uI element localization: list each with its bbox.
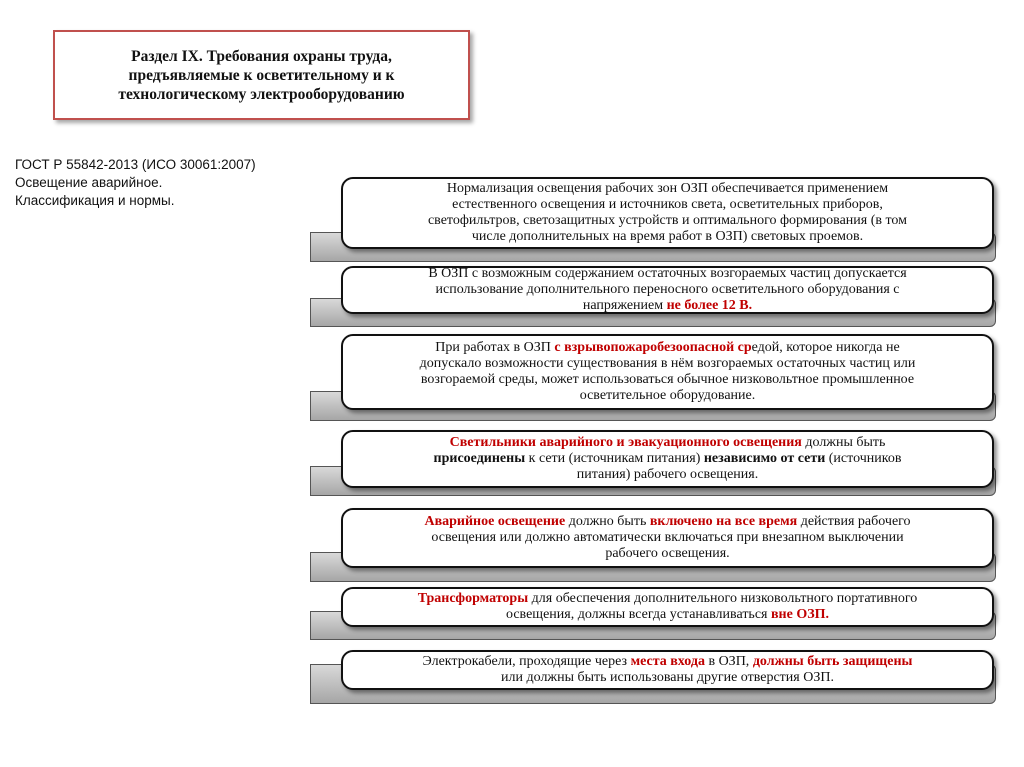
requirement-block-2 <box>0 266 1024 327</box>
section-title-line: Раздел IX. Требования охраны труда, <box>131 47 392 65</box>
highlight-outside-ozp: вне ОЗП. <box>770 607 829 622</box>
requirement-block-4 <box>0 430 1024 496</box>
highlight-voltage: не более 12 В. <box>666 298 753 313</box>
highlight-explosion-safe: с взрывопожаробезоопасной ср <box>554 340 752 355</box>
gost-line: ГОСТ Р 55842-2013 (ИСО 30061:2007) <box>15 157 256 172</box>
highlight-transformers: Трансформаторы <box>417 591 529 606</box>
section-title-box <box>53 30 470 120</box>
highlight-emergency-lighting: Аварийное освещение <box>424 514 566 529</box>
requirement-text-box: Электрокабели, проходящие через места входа в ОЗП, должны быть защищены или должны быть использованы другие отверстия ОЗП. <box>341 650 994 690</box>
requirement-text-box: В ОЗП с возможным содержанием остаточных возгораемых частиц допускается использование дополнительного переносного осветительного оборудования с напряжением не более 12 В. <box>341 266 994 314</box>
highlight-entry-points: места входа <box>630 654 705 669</box>
gost-line: Освещение аварийное. <box>15 175 163 190</box>
requirement-text-box: Нормализация освещения рабочих зон ОЗП обеспечивается применением естественного освещения и источников света, осветительных приборов, светофильтров, светозащитных устройств и оптимального формирования (в том числе дополнительных на время работ в ОЗП) световых проемов. <box>341 177 994 249</box>
requirement-block-3 <box>0 334 1024 421</box>
requirement-text-box: Аварийное освещение должно быть включено на все время действия рабочего освещения или должно автоматически включаться при внезапном выключении рабочего освещения. <box>341 508 994 568</box>
requirement-text-box: При работах в ОЗП с взрывопожаробезоопасной средой, которое никогда не допускало возможности существования в нём возгораемых остаточных частиц или возгораемой среды, может использоваться обычное низковольтное промышленное осветительное оборудование. <box>341 334 994 410</box>
requirement-block-1 <box>0 177 1024 262</box>
requirement-block-6 <box>0 587 1024 640</box>
highlight-must-be-protected: должны быть защищены <box>752 654 913 669</box>
section-title-line: технологическому электрооборудованию <box>118 85 405 103</box>
highlight-emergency-lamps: Светильники аварийного и эвакуационного освещения <box>449 435 802 450</box>
section-title-line: предъявляемые к осветительному и к <box>128 66 395 84</box>
highlight-always-on: включено на все время <box>649 514 798 529</box>
requirement-block-7 <box>0 650 1024 704</box>
requirement-text-box: Трансформаторы для обеспечения дополнительного низковольтного портативного освещения, должны всегда устанавливаться вне ОЗП. <box>341 587 994 627</box>
requirement-text-box: Светильники аварийного и эвакуационного освещения должны быть присоединены к сети (источникам питания) независимо от сети (источников питания) рабочего освещения. <box>341 430 994 488</box>
gost-line: Классификация и нормы. <box>15 193 175 208</box>
requirement-block-5 <box>0 508 1024 582</box>
